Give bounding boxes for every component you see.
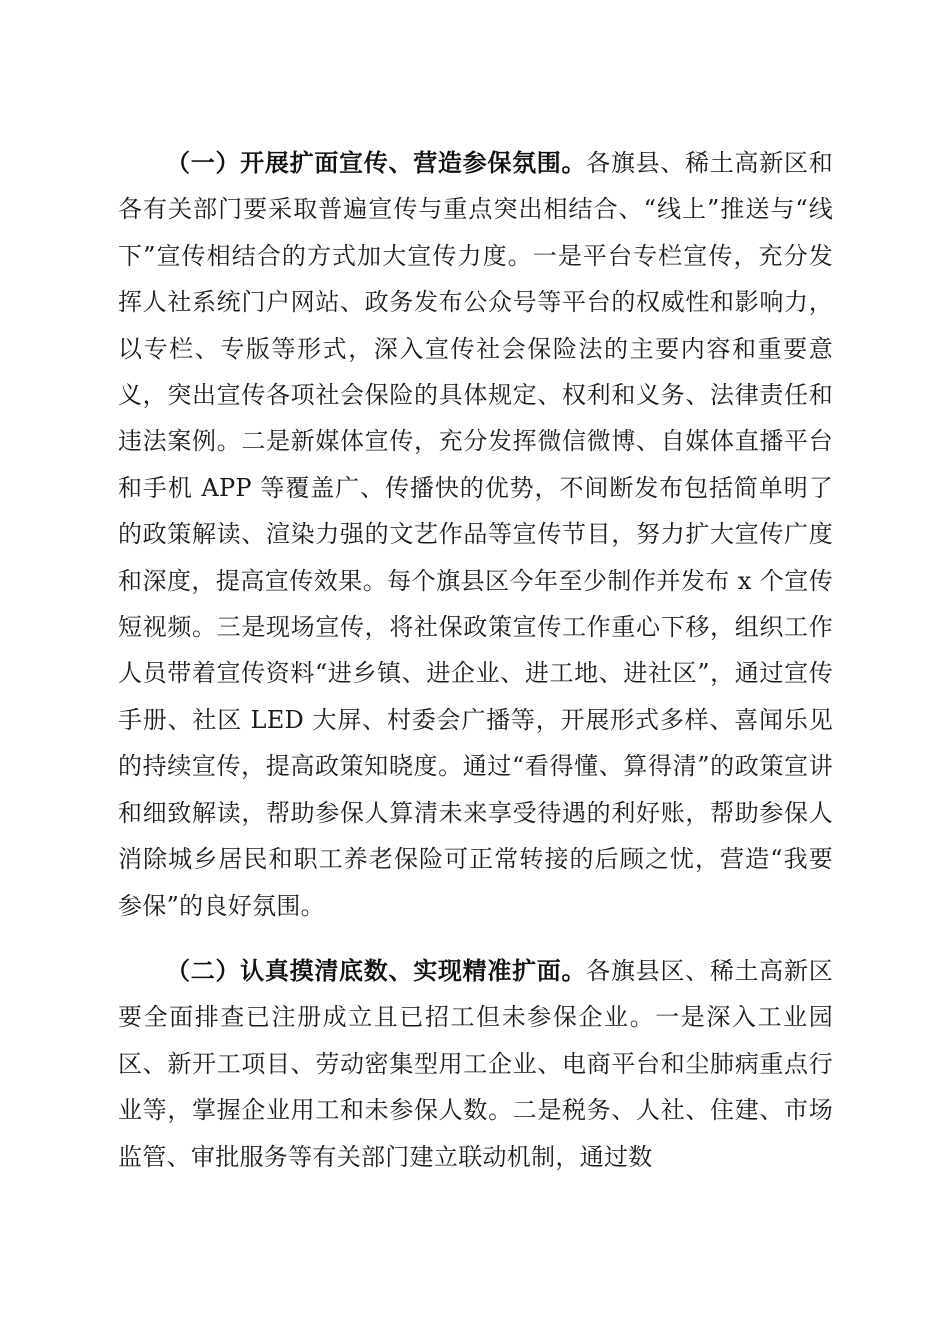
paragraph-body: 各旗县区、稀土高新区要全面排查已注册成立且已招工但未参保企业。一是深入工业园区、新开工项目、劳动密集型用工企业、电商平台和尘肺病重点行业等，掌握企业用工和未参保人数。二是税务、人社、住建、市场监管、审批服务等有关部门建立联动机制，通过数	[118, 957, 834, 1171]
paragraph-body: 各旗县、稀土高新区和各有关部门要采取普遍宣传与重点突出相结合、“线上”推送与“线下”宣传相结合的方式加大宣传力度。一是平台专栏宣传，充分发挥人社系统门户网站、政务发布公众号等平台的权威性和影响力，以专栏、专版等形式，深入宣传社会保险法的主要内容和重要意义，突出宣传各项社会保险的具体规定、权利和义务、法律责任和违法案例。二是新媒体宣传，充分发挥微信微博、自媒体直播平台和手机 APP 等覆盖广、传播快的优势，不间断发布包括简单明了的政策解读、渲染力强的文艺作品等宣传节目，努力扩大宣传广度和深度，提高宣传效果。每个旗县区今年至少制作并发布 x 个宣传短视频。三是现场宣传，将社保政策宣传工作重心下移，组织工作人员带着宣传资料“进乡镇、进企业、进工地、进社区”，通过宣传手册、社区 LED 大屏、村委会广播等，开展形式多样、喜闻乐见的持续宣传，提高政策知晓度。通过“看得懂、算得清”的政策宣讲和细致解读，帮助参保人算清未来享受待遇的利好账，帮助参保人消除城乡居民和职工养老保险可正常转接的后顾之忧，营造“我要参保”的良好氛围。	[118, 149, 834, 920]
paragraph-baseline-survey	[118, 948, 833, 1180]
paragraph-publicity	[118, 140, 833, 929]
paragraph-heading: （一）开展扩面宣传、营造参保氛围。	[166, 148, 587, 177]
paragraph-heading: （二）认真摸清底数、实现精准扩面。	[166, 956, 587, 985]
